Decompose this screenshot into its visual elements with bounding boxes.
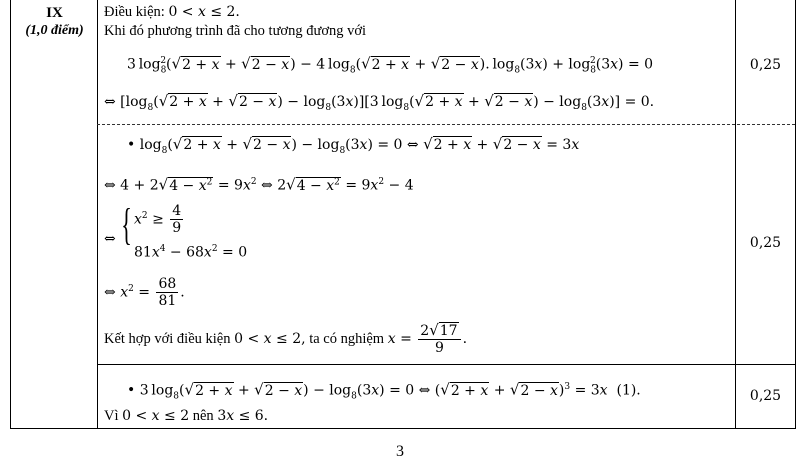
condition-label: Điều kiện: [104,4,165,20]
equation-2: ⇔ $[\log_8(√2 + x + √2 - x) - \log_8(3x)][3$ $\log_8(√2 + x + √2 - x) - \log_8(3x)] = 0$. [104,92,655,113]
page-number: 3 [396,443,404,460]
condition-line: Điều kiện: 0 < x ≤ 2. [104,4,240,20]
row-separator [97,364,795,365]
score-1: 0,25 [749,57,782,73]
bullet-icon: • [127,382,136,399]
system-arrow: ⇔ [104,231,116,247]
question-label [11,4,98,40]
conclusion-text: Kết hợp với điều kiện [104,331,231,347]
score-2: 0,25 [749,235,782,251]
dashed-separator [97,124,795,125]
conclusion-line: Kết hợp với điều kiện 0 < x ≤ 2, ta có nghiệm x = $\frac{2√17}{9}$ . [104,321,468,356]
brace-icon: { [121,200,132,249]
conclusion-mid-text: ta có nghiệm [309,331,385,347]
bound-vi: Vì [104,408,119,424]
bound-line: Vì 0 < x ≤ 2 nên 3x ≤ 6. [104,408,269,424]
equation-1: 3 $\log_8^2(√2 + x + √2 - x) - 4$ $\log_8(√2 + x + √2 - x)$. $\log_8(3x) + \log_8^2(3x) = 0$ [127,54,654,76]
intro-line: Khi đó phương trình đã cho tương đương với [104,23,367,39]
result-equation: ⇔ $x^2$ = $\frac{68}{81}$ . [104,276,185,309]
bound-nen: nên [192,408,214,424]
case-2-equation: • 3 $\log_8(√2 + x + √2 - x) - \log_8(3x) = 0$ ⇔ $(√2 + x + √2 - x)^3 = 3x$ (1). [127,380,641,402]
system-line-1: $x^2$ ≥ $\frac{4}{9}$ [134,203,182,236]
case-1-equation: • $\log_8(√2 + x + √2 - x) - \log_8(3x) = 0$ ⇔ √2 + x + √2 − x = 3x [127,135,580,156]
score-3: 0,25 [749,388,782,404]
question-points: (1,0 điểm) [25,23,84,38]
system-line-2: $81x^4 - 68x^2 = 0$ [134,244,248,261]
question-number: IX [46,5,63,21]
bullet-icon: • [127,137,136,153]
step-1-equation: ⇔ $4 + 2√4 - x^2 = 9x^2$ ⇔ $2√4 - x^2 = 9x^2 - 4$ [104,175,414,194]
